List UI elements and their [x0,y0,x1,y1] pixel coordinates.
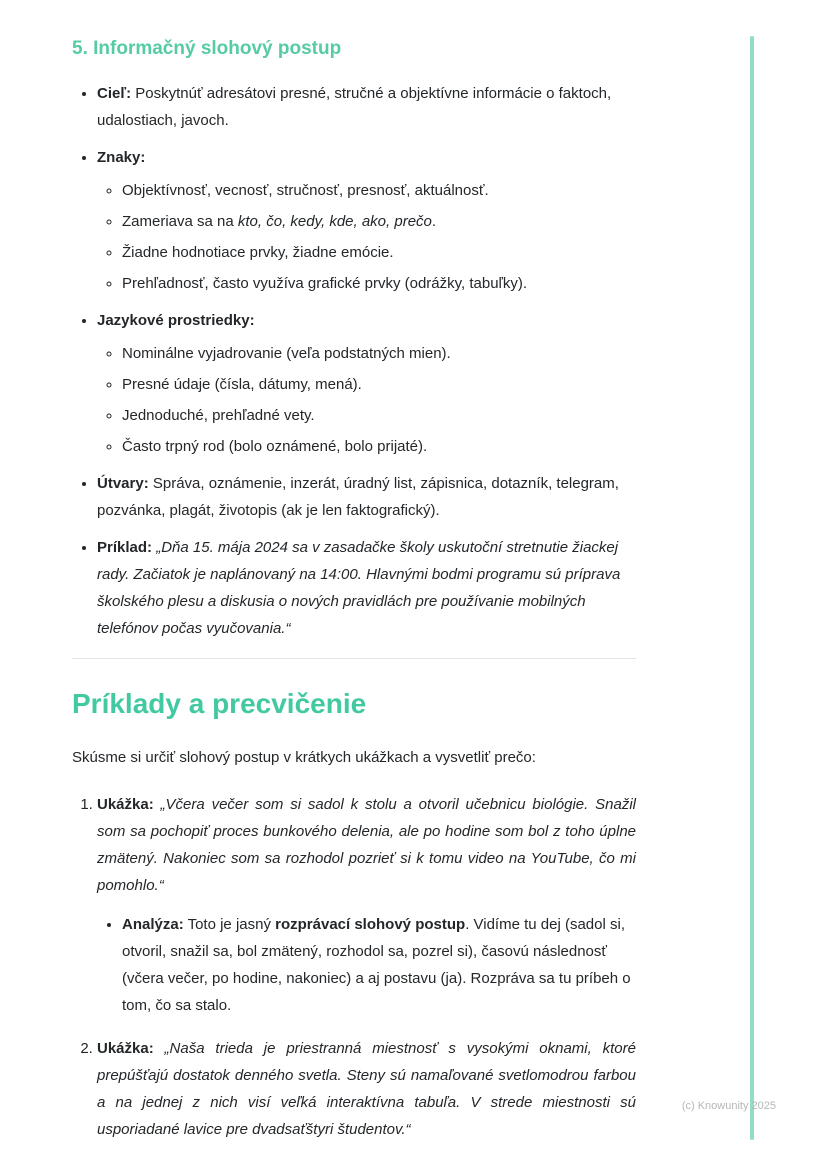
analysis-item [122,911,636,1019]
list-item-priklad [97,534,636,642]
sub-list-item [122,177,636,204]
sub-item-text: Zameriava sa na [122,213,238,230]
list-item-znaky [97,144,636,297]
sub-item-emphasis: kto, čo, kedy, kde, ako, prečo [237,213,432,230]
analysis-text: . Vidíme tu dej (sadol si, otvoril, snažil sa, bol zmätený, rozhodol sa, pozrel si), časovú následnosť (včera večer, po hodine, nakoniec) a aj postavu (ja). Rozpráva sa tu príbeh o tom, čo sa stalo. [122,916,631,1014]
sub-item-text: Nominálne vyjadrovanie (veľa podstatných mien). [122,345,451,362]
item-label: Cieľ: [97,85,132,102]
sub-item-text: Žiadne hodnotiace prvky, žiadne emócie. [122,244,394,261]
item-label: Ukážka: [97,796,154,813]
list-item-ciel [97,80,636,134]
item-label: Ukážka: [97,1040,154,1057]
example-item-1 [97,791,636,1019]
sub-list-item [122,270,636,297]
item-label: Jazykové prostriedky: [97,312,255,329]
item-label: Analýza: [122,916,184,933]
znaky-sublist [97,177,636,297]
sub-list-item [122,433,636,460]
item-label: Útvary: [97,475,149,492]
sub-list-item [122,371,636,398]
sub-item-text: . [431,213,437,230]
document-content [72,38,636,1159]
analysis-bold-term: rozprávací slohový postup [275,916,466,933]
practice-section-heading: Príklady a precvičenie [72,688,367,719]
sub-list-item [122,402,636,429]
copyright-footer: (c) Knowunity 2025 [681,1100,776,1112]
item-label: Znaky: [97,149,146,166]
sub-list-item [122,208,636,235]
section-heading-informacny-postup: 5. Informačný slohový postup [72,38,342,59]
sub-item-text: Často trpný rod (bolo oznámené, bolo prijaté). [122,438,428,455]
sub-item-text: Objektívnosť, vecnosť, stručnosť, presnosť, aktuálnosť. [122,182,489,199]
sub-item-text: Prehľadnosť, často využíva grafické prvky (odrážky, tabuľky). [122,275,528,292]
jazykove-sublist [97,340,636,460]
example-quote: „Dňa 15. mája 2024 sa v zasadačke školy uskutoční stretnutie žiackej rady. Začiatok je naplánovaný na 14:00. Hlavnými bodmi programu sú príprava školského plesu a diskusia o nových pravidlách pre používanie mobilných telefónov počas vyučovania.“ [97,539,621,637]
section-divider [72,658,636,659]
list-item-jazykove-prostriedky [97,307,636,460]
sub-list-item [122,340,636,367]
info-bullet-list [72,80,636,642]
sub-list-item [122,239,636,266]
item-text: Poskytnúť adresátovi presné, stručné a objektívne informácie o faktoch, udalostiach, javoch. [97,85,612,129]
example-quote: „Naša trieda je priestranná miestnosť s vysokými oknami, ktoré prepúšťajú dostatok denného svetla. Steny sú namaľované svetlomodrou farbou a na jednej z nich visí veľká interaktívna tabuľa. V strede miestnosti sú usporiadané lavice pre dvadsaťštyri študentov.“ [97,1040,636,1138]
analysis-text: Toto je jasný [183,916,276,933]
page-edge-accent-bar [750,36,754,1140]
examples-numbered-list [72,791,636,1143]
list-item-utvary [97,470,636,524]
item-text: Správa, oznámenie, inzerát, úradný list, zápisnica, dotazník, telegram, pozvánka, plagát, životopis (ak je len faktografický). [97,475,619,519]
practice-intro-paragraph: Skúsme si určiť slohový postup v krátkych ukážkach a vysvetliť prečo: [72,749,536,766]
example-quote: „Včera večer som si sadol k stolu a otvoril učebnicu biológie. Snažil som sa pochopiť proces bunkového delenia, ale po hodine som bol z toho úplne zmätený. Nakoniec som sa rozhodol pozrieť si k tomu video na YouTube, čo mi pomohlo.“ [97,796,636,894]
sub-item-text: Presné údaje (čísla, dátumy, mená). [122,376,362,393]
analysis-bullet-list [97,911,636,1019]
sub-item-text: Jednoduché, prehľadné vety. [122,407,315,424]
example-item-2 [97,1035,636,1143]
item-label: Príklad: [97,539,153,556]
